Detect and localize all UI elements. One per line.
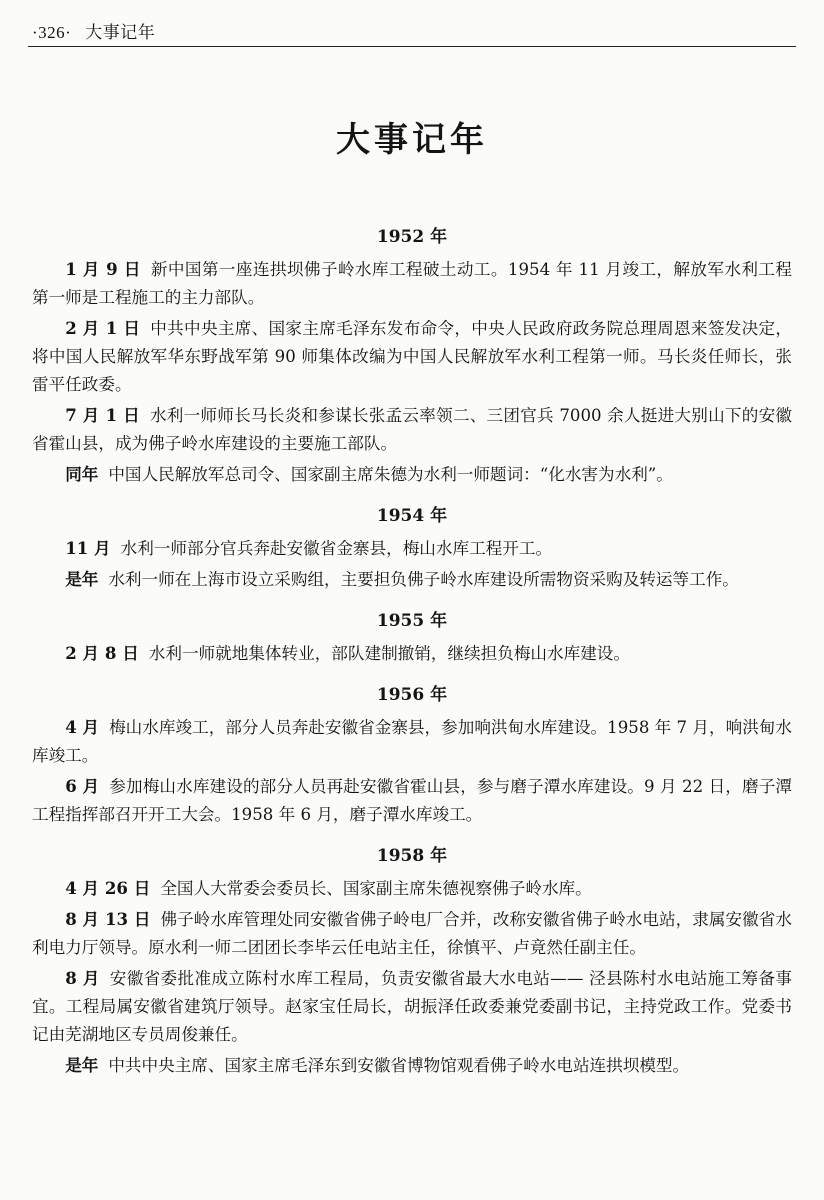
chronicle-entry [32,905,792,962]
entry-text: 梅山水库竣工，部分人员奔赴安徽省金寨县，参加响洪甸水库建设。1958 年 7 月，响洪甸水库竣工。 [32,718,792,765]
entry-text: 中国人民解放军总司令、国家副主席朱德为水利一师题词：“化水害为水利”。 [108,465,673,484]
entry-date: 2 月 1 日 [65,318,141,338]
year-section-1958 [32,841,792,1080]
entry-date: 6 月 [65,776,100,796]
year-heading: 1956 年 [376,685,448,705]
chronicle-entry [32,565,792,594]
year-section-1954 [32,501,792,594]
entry-text: 水利一师部分官兵奔赴安徽省金寨县，梅山水库工程开工。 [120,539,553,558]
entry-text: 中共中央主席、国家主席毛泽东到安徽省博物馆观看佛子岭水电站连拱坝模型。 [108,1056,690,1075]
entry-text: 新中国第一座连拱坝佛子岭水库工程破土动工。1954 年 11 月竣工，解放军水利工程第一师是工程施工的主力部队。 [32,260,792,307]
entry-text: 全国人大常委会委员长、国家副主席朱德视察佛子岭水库。 [160,879,592,898]
entry-date: 8 月 [65,968,100,988]
entry-date: 同年 [65,464,99,484]
entry-text: 安徽省委批准成立陈村水库工程局，负责安徽省最大水电站—— 泾县陈村水电站施工筹备事宜。工程局属安徽省建筑厅领导。赵家宝任局长，胡振泽任政委兼党委副书记，主持党政工作。党委书记由芜湖地区专员周俊兼任。 [32,969,792,1044]
chronicle-entry [32,314,792,399]
chronicle-entry [32,964,792,1049]
entry-date: 1 月 9 日 [65,259,141,279]
entry-date: 是年 [65,569,99,589]
running-title: 大事记年 [85,23,156,43]
chronicle-entry [32,460,792,489]
chronicle-entry [32,534,792,563]
year-heading: 1954 年 [376,506,448,526]
chronicle-entry [32,255,792,312]
running-header [32,18,155,43]
entry-text: 水利一师师长马长炎和参谋长张孟云率领二、三团官兵 7000 余人挺进大别山下的安徽省霍山县，成为佛子岭水库建设的主要施工部队。 [32,406,792,453]
year-section-1952 [32,222,792,489]
header-rule [28,46,796,47]
year-heading: 1955 年 [376,611,448,631]
chronicle-entry [32,401,792,458]
entry-date: 7 月 1 日 [65,405,140,425]
year-heading: 1958 年 [376,846,448,866]
page-title: 大事记年 [336,120,488,160]
chronicle-entry [32,639,792,668]
chronicle-entry [32,713,792,770]
entry-date: 11 月 [65,538,111,558]
entry-text: 佛子岭水库管理处同安徽省佛子岭电厂合并，改称安徽省佛子岭水电站，隶属安徽省水利电力厅领导。原水利一师二团团长李毕云任电站主任，徐慎平、卢竟然任副主任。 [32,910,792,957]
entry-date: 2 月 8 日 [65,643,139,663]
entry-text: 中共中央主席、国家主席毛泽东发布命令，中央人民政府政务院总理周恩来签发决定，将中国人民解放军华东野战军第 90 师集体改编为中国人民解放军水利工程第一师。马长炎任师长，张雷平任政委。 [32,319,792,394]
entry-text: 参加梅山水库建设的部分人员再赴安徽省霍山县，参与磨子潭水库建设。9 月 22 日，磨子潭工程指挥部召开开工大会。1958 年 6 月，磨子潭水库竣工。 [32,777,792,824]
chronicle-body [32,222,792,1092]
entry-text: 水利一师在上海市设立采购组，主要担负佛子岭水库建设所需物资采购及转运等工作。 [108,570,739,589]
year-heading: 1952 年 [376,227,448,247]
entry-date: 8 月 13 日 [65,909,151,929]
page-number: ·326· [32,23,72,42]
entry-text: 水利一师就地集体转业，部队建制撤销，继续担负梅山水库建设。 [148,644,630,663]
year-section-1955 [32,606,792,668]
chronicle-entry [32,874,792,903]
year-section-1956 [32,680,792,829]
chronicle-entry [32,772,792,829]
entry-date: 4 月 26 日 [65,878,151,898]
entry-date: 是年 [65,1055,99,1075]
entry-date: 4 月 [65,717,100,737]
chronicle-entry [32,1051,792,1080]
